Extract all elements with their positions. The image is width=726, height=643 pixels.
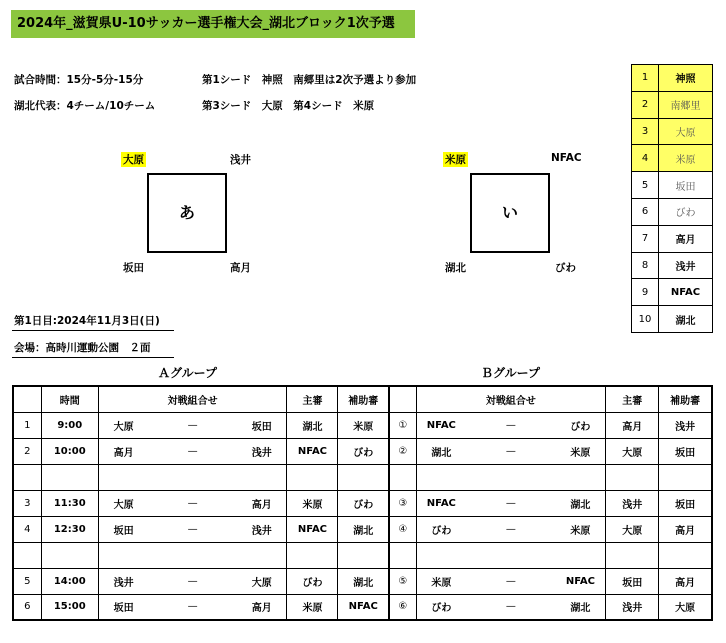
group-b-home: NFAC bbox=[416, 412, 466, 438]
group-b-dash: — bbox=[466, 516, 556, 542]
match-number: 2 bbox=[13, 438, 41, 464]
group-b-away: NFAC bbox=[556, 568, 606, 594]
header-time: 時間 bbox=[41, 386, 98, 412]
ranking-number: 1 bbox=[632, 65, 659, 92]
group-a-away: 浅井 bbox=[237, 438, 287, 464]
match-number: 3 bbox=[13, 490, 41, 516]
representatives-info: 湖北代表：4チーム/10チーム bbox=[14, 100, 156, 112]
group-b-assistant: 高月 bbox=[659, 516, 712, 542]
group-a-home: 大原 bbox=[98, 490, 148, 516]
group-b-referee: 大原 bbox=[606, 516, 659, 542]
group-b-home: NFAC bbox=[416, 490, 466, 516]
table-row bbox=[13, 594, 712, 620]
header-referee-a: 主審 bbox=[287, 386, 338, 412]
group-a-assistant: 米原 bbox=[338, 412, 389, 438]
group-b-dash: — bbox=[466, 412, 556, 438]
ranking-row bbox=[632, 279, 713, 306]
venue-underline bbox=[12, 357, 174, 358]
ranking-row bbox=[632, 118, 713, 145]
ranking-team: 米原 bbox=[659, 145, 713, 172]
header-matchup-a: 対戦組合せ bbox=[98, 386, 287, 412]
venue-info: 会場：高時川運動公園 ２面 bbox=[14, 342, 151, 354]
group-b-away: 湖北 bbox=[556, 594, 606, 620]
group-a-assistant: NFAC bbox=[338, 594, 389, 620]
ranking-row bbox=[632, 252, 713, 279]
group-b-referee: 浅井 bbox=[606, 490, 659, 516]
ranking-number: 2 bbox=[632, 91, 659, 118]
diagram-b-top-right: NFAC bbox=[551, 152, 582, 164]
header-matchup-b: 対戦組合せ bbox=[416, 386, 606, 412]
ranking-team: 坂田 bbox=[659, 172, 713, 199]
diagram-b-top-left: 米原 bbox=[445, 154, 466, 166]
group-a-away: 高月 bbox=[237, 594, 287, 620]
group-b-referee: 大原 bbox=[606, 438, 659, 464]
diagram-b-box: い bbox=[470, 173, 550, 253]
header-assistant-a: 補助審 bbox=[338, 386, 389, 412]
diagram-a-top-left: 大原 bbox=[123, 154, 144, 166]
group-a-dash: — bbox=[148, 490, 237, 516]
group-a-assistant: 湖北 bbox=[338, 568, 389, 594]
group-a-assistant: 湖北 bbox=[338, 516, 389, 542]
group-b-match-number: ④ bbox=[389, 516, 416, 542]
group-b-label: Ｂグループ bbox=[481, 366, 541, 380]
group-b-home: びわ bbox=[416, 516, 466, 542]
table-row bbox=[13, 568, 712, 594]
ranking-number: 6 bbox=[632, 198, 659, 225]
group-b-away: 米原 bbox=[556, 516, 606, 542]
group-a-referee: 湖北 bbox=[287, 412, 338, 438]
group-a-away: 大原 bbox=[237, 568, 287, 594]
group-b-match-number: ⑥ bbox=[389, 594, 416, 620]
header-assistant-b: 補助審 bbox=[659, 386, 712, 412]
group-b-home: びわ bbox=[416, 594, 466, 620]
group-a-home: 坂田 bbox=[98, 516, 148, 542]
group-a-away: 高月 bbox=[237, 490, 287, 516]
diagram-b-bottom-right: びわ bbox=[555, 262, 576, 274]
ranking-row bbox=[632, 65, 713, 92]
match-time: 14:00 bbox=[41, 568, 98, 594]
ranking-number: 4 bbox=[632, 145, 659, 172]
diagram-a-bottom-left: 坂田 bbox=[123, 262, 144, 274]
match-time: 10:00 bbox=[41, 438, 98, 464]
group-a-away: 浅井 bbox=[237, 516, 287, 542]
group-a-referee: NFAC bbox=[287, 516, 338, 542]
ranking-team: びわ bbox=[659, 198, 713, 225]
group-b-away: 湖北 bbox=[556, 490, 606, 516]
ranking-team: 浅井 bbox=[659, 252, 713, 279]
group-b-assistant: 大原 bbox=[659, 594, 712, 620]
seed3-info: 第3シード 大原 第4シード 米原 bbox=[202, 100, 375, 112]
group-b-match-number: ① bbox=[389, 412, 416, 438]
group-a-dash: — bbox=[148, 412, 237, 438]
ranking-number: 9 bbox=[632, 279, 659, 306]
match-number: 6 bbox=[13, 594, 41, 620]
group-b-match-number: ⑤ bbox=[389, 568, 416, 594]
page-title: 2024年_滋賀県U-10サッカー選手権大会_湖北ブロック1次予選 bbox=[11, 10, 415, 38]
schedule-gap-row bbox=[13, 542, 712, 568]
group-b-referee: 浅井 bbox=[606, 594, 659, 620]
group-b-dash: — bbox=[466, 438, 556, 464]
match-schedule-table bbox=[12, 385, 713, 621]
group-b-assistant: 浅井 bbox=[659, 412, 712, 438]
group-b-referee: 坂田 bbox=[606, 568, 659, 594]
group-a-label: Ａグループ bbox=[158, 366, 218, 380]
match-number: 4 bbox=[13, 516, 41, 542]
ranking-team: 南郷里 bbox=[659, 91, 713, 118]
ranking-row bbox=[632, 172, 713, 199]
match-time: 12:30 bbox=[41, 516, 98, 542]
diagram-b-bottom-left: 湖北 bbox=[445, 262, 466, 274]
ranking-row bbox=[632, 91, 713, 118]
group-a-dash: — bbox=[148, 516, 237, 542]
group-b-away: 米原 bbox=[556, 438, 606, 464]
group-a-home: 大原 bbox=[98, 412, 148, 438]
ranking-row bbox=[632, 306, 713, 333]
date-info: 第1日目:2024年11月3日(日) bbox=[14, 315, 160, 327]
ranking-team: 湖北 bbox=[659, 306, 713, 333]
schedule-header-row bbox=[13, 386, 712, 412]
group-a-home: 浅井 bbox=[98, 568, 148, 594]
table-row bbox=[13, 490, 712, 516]
match-time: 9:00 bbox=[41, 412, 98, 438]
group-b-away: びわ bbox=[556, 412, 606, 438]
ranking-row bbox=[632, 145, 713, 172]
group-b-home: 湖北 bbox=[416, 438, 466, 464]
group-a-referee: びわ bbox=[287, 568, 338, 594]
group-b-match-number: ③ bbox=[389, 490, 416, 516]
group-a-dash: — bbox=[148, 568, 237, 594]
group-b-dash: — bbox=[466, 568, 556, 594]
group-b-referee: 高月 bbox=[606, 412, 659, 438]
group-a-dash: — bbox=[148, 438, 237, 464]
match-number: 1 bbox=[13, 412, 41, 438]
diagram-a-bottom-right: 高月 bbox=[230, 262, 251, 274]
ranking-number: 7 bbox=[632, 225, 659, 252]
table-row bbox=[13, 412, 712, 438]
group-a-referee: 米原 bbox=[287, 594, 338, 620]
group-a-assistant: びわ bbox=[338, 490, 389, 516]
ranking-team: 大原 bbox=[659, 118, 713, 145]
group-a-home: 高月 bbox=[98, 438, 148, 464]
group-a-away: 坂田 bbox=[237, 412, 287, 438]
ranking-row bbox=[632, 225, 713, 252]
ranking-team: NFAC bbox=[659, 279, 713, 306]
ranking-team: 神照 bbox=[659, 65, 713, 92]
match-number: 5 bbox=[13, 568, 41, 594]
ranking-number: 10 bbox=[632, 306, 659, 333]
match-time-info: 試合時間：15分-5分-15分 bbox=[14, 74, 144, 86]
group-a-assistant: びわ bbox=[338, 438, 389, 464]
table-row bbox=[13, 516, 712, 542]
group-b-match-number: ② bbox=[389, 438, 416, 464]
group-a-referee: NFAC bbox=[287, 438, 338, 464]
header-referee-b: 主審 bbox=[606, 386, 659, 412]
ranking-team: 高月 bbox=[659, 225, 713, 252]
date-underline bbox=[12, 330, 174, 331]
seed1-info: 第1シード 神照 南郷里は2次予選より参加 bbox=[202, 74, 417, 86]
match-time: 15:00 bbox=[41, 594, 98, 620]
seed-ranking-table bbox=[631, 64, 713, 333]
group-b-assistant: 高月 bbox=[659, 568, 712, 594]
match-time: 11:30 bbox=[41, 490, 98, 516]
group-a-dash: — bbox=[148, 594, 237, 620]
group-a-referee: 米原 bbox=[287, 490, 338, 516]
group-b-assistant: 坂田 bbox=[659, 438, 712, 464]
diagram-a-top-right: 浅井 bbox=[230, 154, 251, 166]
schedule-gap-row bbox=[13, 464, 712, 490]
group-b-home: 米原 bbox=[416, 568, 466, 594]
diagram-a-box: あ bbox=[147, 173, 227, 253]
ranking-number: 3 bbox=[632, 118, 659, 145]
group-b-assistant: 坂田 bbox=[659, 490, 712, 516]
ranking-row bbox=[632, 198, 713, 225]
group-a-home: 坂田 bbox=[98, 594, 148, 620]
table-row bbox=[13, 438, 712, 464]
group-b-dash: — bbox=[466, 490, 556, 516]
ranking-number: 5 bbox=[632, 172, 659, 199]
group-b-dash: — bbox=[466, 594, 556, 620]
ranking-number: 8 bbox=[632, 252, 659, 279]
